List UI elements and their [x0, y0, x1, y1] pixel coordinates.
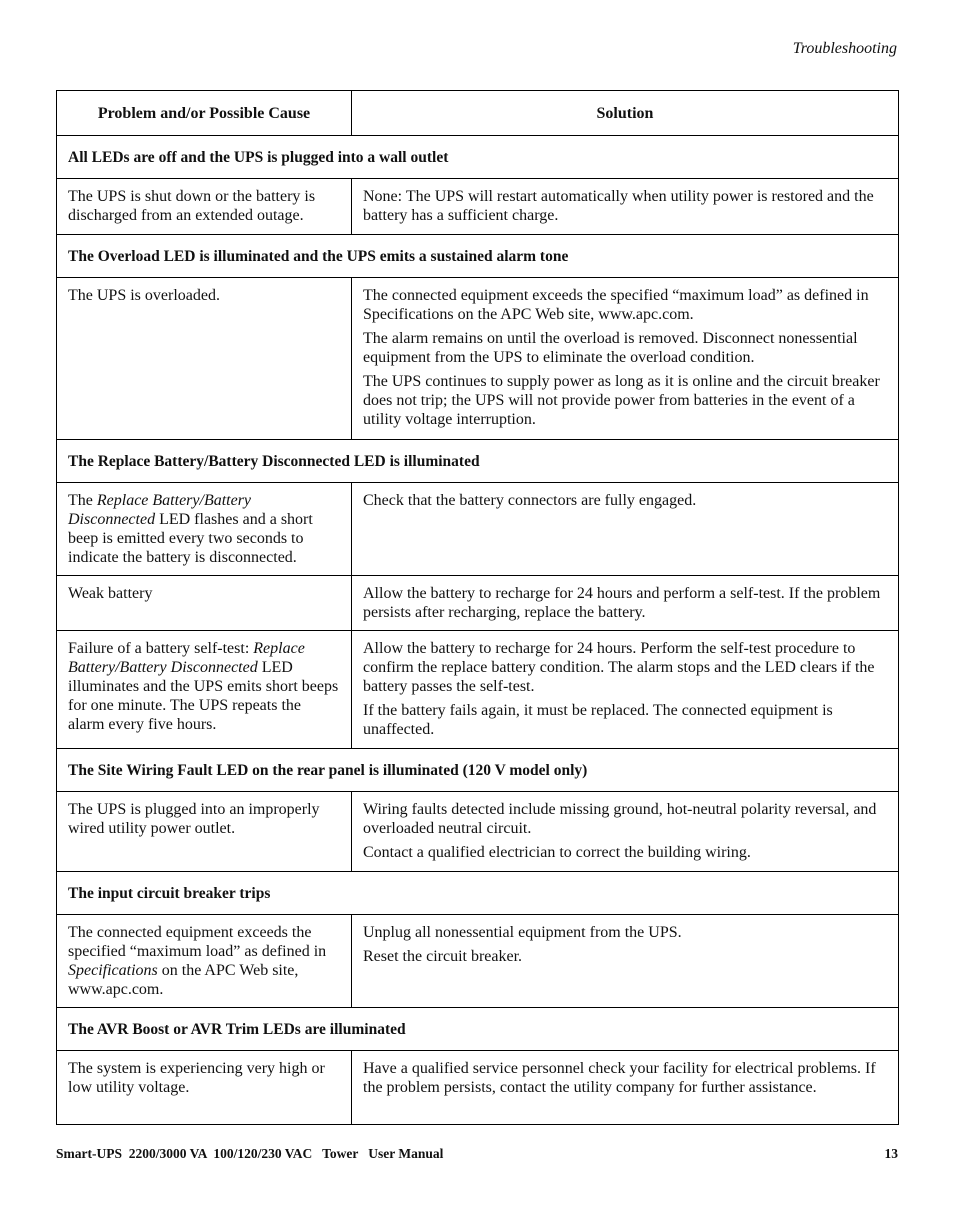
problem-cell: The UPS is plugged into an improperly wired utility power outlet. — [57, 792, 352, 872]
section-title: The AVR Boost or AVR Trim LEDs are illuminated — [57, 1008, 899, 1051]
solution-paragraph: The connected equipment exceeds the specified “maximum load” as defined in Specifications on the APC Web site, www.apc.com. — [363, 287, 869, 323]
led-name: Replace Battery/Battery Disconnected — [68, 640, 305, 676]
solution-paragraph: The UPS continues to supply power as long as it is online and the circuit breaker does not trip; the UPS will not provide power from batteries in the event of a utility voltage interruption. — [363, 373, 880, 428]
section-row — [57, 749, 899, 792]
table-row — [57, 631, 899, 749]
problem-cell — [57, 483, 352, 576]
section-row — [57, 235, 899, 278]
problem-text: The connected equipment exceeds the specified “maximum load” as defined in — [68, 924, 327, 960]
column-header-problem: Problem and/or Possible Cause — [57, 91, 352, 136]
solution-cell: Check that the battery connectors are fully engaged. — [352, 483, 899, 576]
led-name: Replace Battery/Battery Disconnected — [68, 492, 252, 528]
section-row — [57, 136, 899, 179]
solution-paragraph: Contact a qualified electrician to correct the building wiring. — [363, 844, 751, 861]
section-title: The Overload LED is illuminated and the UPS emits a sustained alarm tone — [57, 235, 899, 278]
table-row — [57, 915, 899, 1008]
spec-name: Specifications — [68, 962, 158, 979]
section-row — [57, 1008, 899, 1051]
solution-cell — [352, 915, 899, 1008]
problem-cell — [57, 915, 352, 1008]
table-row — [57, 179, 899, 235]
solution-cell — [352, 631, 899, 749]
section-title: The Replace Battery/Battery Disconnected LED is illuminated — [57, 440, 899, 483]
problem-text: The — [68, 492, 97, 509]
problem-cell: The system is experiencing very high or low utility voltage. — [57, 1051, 352, 1125]
table-row — [57, 483, 899, 576]
problem-text: LED illuminates and the UPS emits short beeps for one minute. The UPS repeats the alarm every five hours. — [68, 659, 339, 733]
table-header-row — [57, 91, 899, 136]
solution-cell — [352, 278, 899, 440]
problem-cell: The UPS is shut down or the battery is discharged from an extended outage. — [57, 179, 352, 235]
manual-title: Smart-UPS 2200/3000 VA 100/120/230 VAC Tower User Manual — [56, 1146, 444, 1161]
solution-paragraph: Unplug all nonessential equipment from the UPS. — [363, 924, 682, 941]
solution-cell: Allow the battery to recharge for 24 hours and perform a self-test. If the problem persists after recharging, replace the battery. — [352, 576, 899, 631]
section-title: All LEDs are off and the UPS is plugged into a wall outlet — [57, 136, 899, 179]
column-header-solution: Solution — [352, 91, 899, 136]
solution-cell — [352, 792, 899, 872]
solution-cell: None: The UPS will restart automatically when utility power is restored and the battery has a sufficient charge. — [352, 179, 899, 235]
section-row — [57, 440, 899, 483]
section-title: The Site Wiring Fault LED on the rear panel is illuminated (120 V model only) — [57, 749, 899, 792]
table-row — [57, 278, 899, 440]
solution-paragraph: Wiring faults detected include missing ground, hot-neutral polarity reversal, and overloaded neutral circuit. — [363, 801, 877, 837]
section-header: Troubleshooting — [792, 40, 897, 57]
solution-paragraph: The alarm remains on until the overload is removed. Disconnect nonessential equipment from the UPS to eliminate the overload condition. — [363, 330, 858, 366]
page-number: 13 — [884, 1146, 898, 1161]
table-row — [57, 1051, 899, 1125]
section-row — [57, 872, 899, 915]
problem-cell: Weak battery — [57, 576, 352, 631]
problem-cell — [57, 631, 352, 749]
solution-paragraph: Allow the battery to recharge for 24 hours. Perform the self-test procedure to confirm the replace battery condition. The alarm stops and the LED clears if the battery passes the self-test. — [363, 640, 875, 695]
problem-text: LED flashes and a short beep is emitted every two seconds to indicate the battery is disconnected. — [68, 511, 313, 566]
solution-paragraph: Reset the circuit breaker. — [363, 948, 523, 965]
problem-text: on the APC Web site, www.apc.com. — [68, 962, 299, 998]
section-title: The input circuit breaker trips — [57, 872, 899, 915]
solution-paragraph: If the battery fails again, it must be replaced. The connected equipment is unaffected. — [363, 702, 833, 738]
problem-cell: The UPS is overloaded. — [57, 278, 352, 440]
troubleshooting-table — [56, 90, 899, 1125]
page-footer — [56, 1146, 898, 1162]
problem-text: Failure of a battery self-test: — [68, 640, 254, 657]
solution-cell: Have a qualified service personnel check your facility for electrical problems. If the problem persists, contact the utility company for further assistance. — [352, 1051, 899, 1125]
table-row — [57, 792, 899, 872]
table-row — [57, 576, 899, 631]
